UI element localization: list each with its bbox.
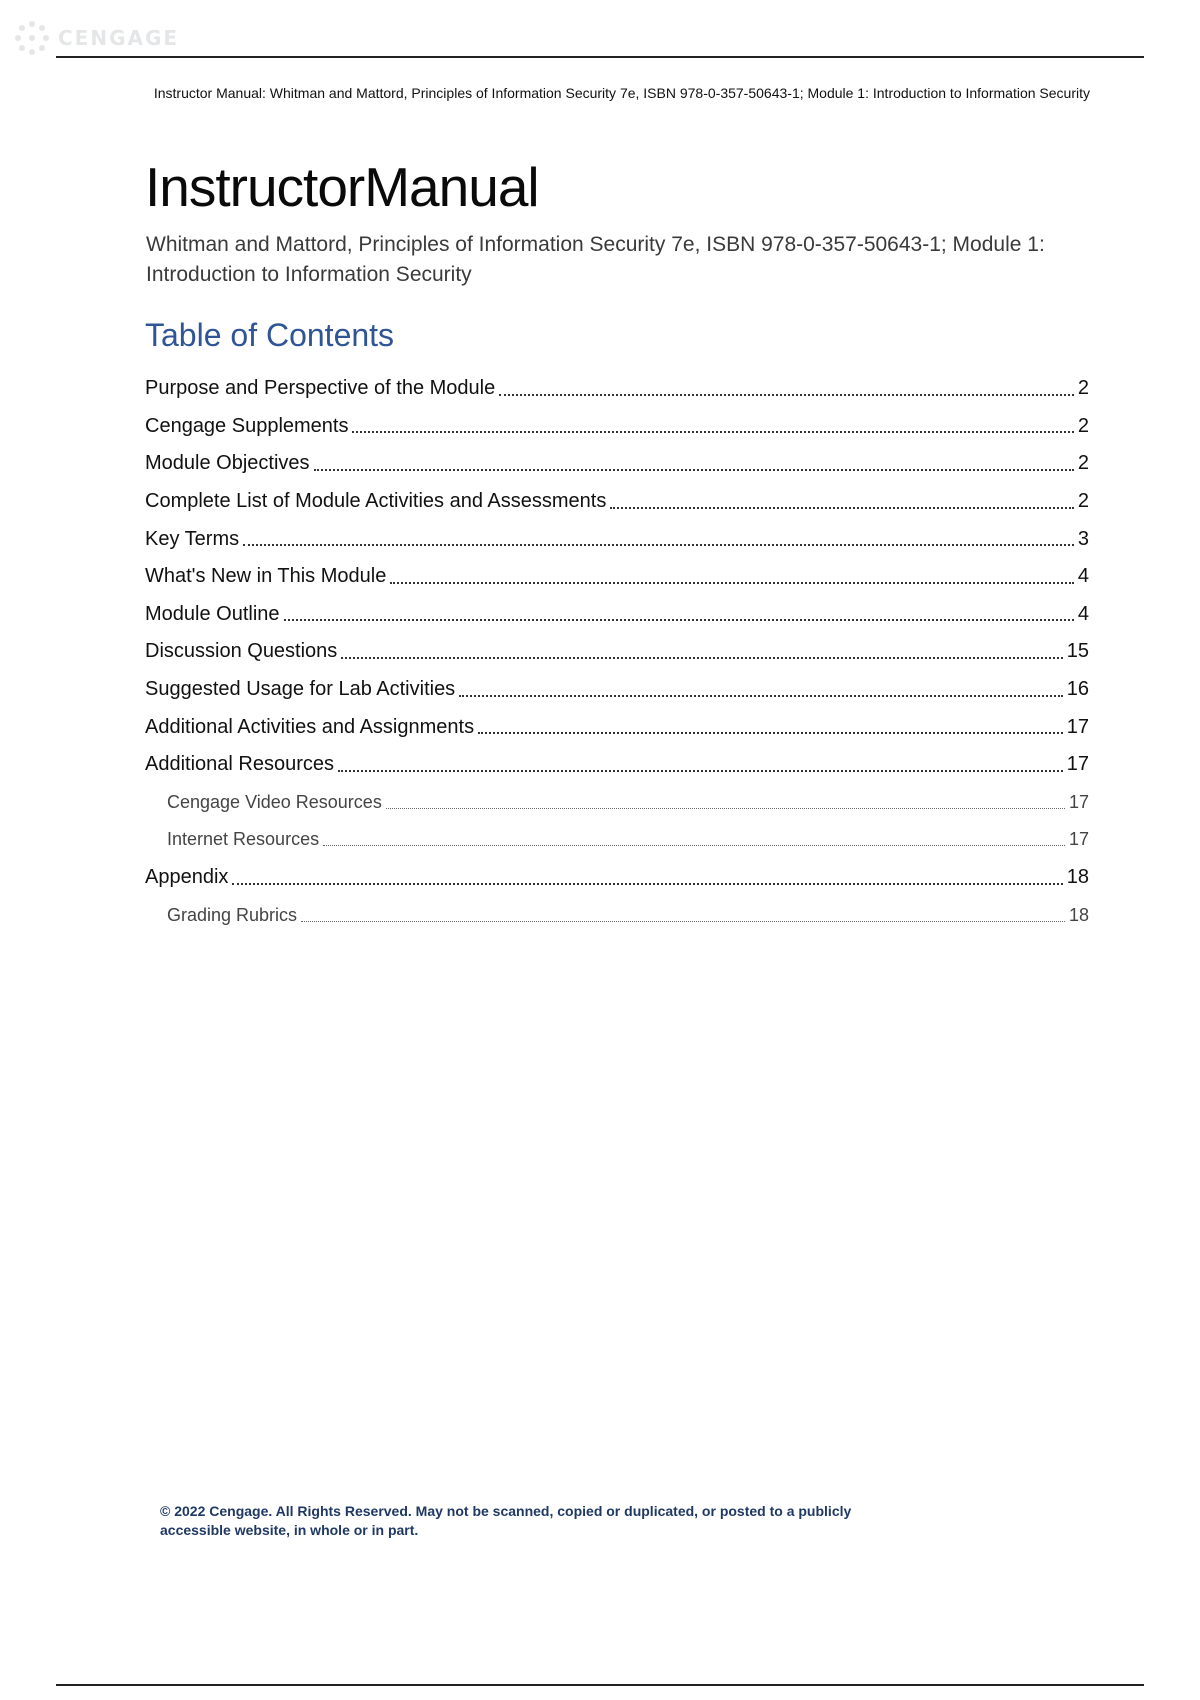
- toc-entry-page-number: 3: [1077, 527, 1089, 550]
- document-title: InstructorManual: [145, 156, 539, 218]
- toc-entry[interactable]: [145, 896, 1089, 934]
- toc-entry-page-number: 17: [1066, 715, 1089, 738]
- toc-dot-leader: [301, 921, 1065, 922]
- toc-dot-leader: [314, 469, 1074, 471]
- toc-heading: Table of Contents: [145, 317, 395, 353]
- toc-entry[interactable]: [145, 558, 1089, 596]
- toc-dot-leader: [243, 544, 1074, 546]
- toc-entry-label: Suggested Usage for Lab Activities: [145, 678, 456, 701]
- toc-entry[interactable]: [145, 859, 1089, 897]
- toc-dot-leader: [338, 770, 1063, 772]
- toc-dot-leader: [352, 431, 1073, 433]
- running-header: Instructor Manual: Whitman and Mattord, Principles of Information Security 7e, ISBN 978-0-357-50643-1; Module 1: Introduction to Information Security: [153, 85, 1090, 101]
- toc-entry[interactable]: [145, 483, 1089, 521]
- toc-entry[interactable]: [145, 370, 1089, 408]
- toc-dot-leader: [284, 619, 1074, 621]
- toc-entry[interactable]: [145, 671, 1089, 709]
- toc-entry-page-number: 18: [1066, 866, 1089, 889]
- logo-wordmark: CENGAGE: [58, 26, 180, 50]
- toc-entry-page-number: 2: [1077, 414, 1089, 437]
- toc-dot-leader: [390, 582, 1074, 584]
- toc-dot-leader: [386, 808, 1065, 809]
- toc-entry[interactable]: [145, 520, 1089, 558]
- toc-entry[interactable]: [145, 633, 1089, 671]
- toc-dot-leader: [499, 394, 1074, 396]
- toc-dot-leader: [341, 657, 1062, 659]
- toc-entry-label: Additional Resources: [145, 753, 334, 776]
- toc-entry-label: What's New in This Module: [145, 565, 387, 588]
- toc-entry-label: Key Terms: [145, 527, 240, 550]
- toc-entry-page-number: 2: [1077, 490, 1089, 513]
- toc-entry-page-number: 2: [1077, 452, 1089, 475]
- toc-entry-label: Grading Rubrics: [167, 904, 298, 925]
- toc-entry-label: Cengage Supplements: [145, 414, 349, 437]
- toc-entry-label: Cengage Video Resources: [167, 791, 382, 812]
- cengage-logo-icon: [12, 18, 52, 58]
- toc-entry-label: Appendix: [145, 866, 229, 889]
- toc-entry[interactable]: [145, 784, 1089, 822]
- toc-entry-page-number: 18: [1068, 904, 1089, 925]
- toc-entry-page-number: 16: [1066, 678, 1089, 701]
- toc-entry-label: Purpose and Perspective of the Module: [145, 377, 496, 400]
- toc-entry-page-number: 17: [1068, 829, 1089, 850]
- copyright-notice: © 2022 Cengage. All Rights Reserved. May not be scanned, copied or duplicated, or posted to a publicly accessible website, in whole or in part.: [160, 1503, 852, 1538]
- table-of-contents: [145, 370, 1089, 934]
- toc-entry-label: Discussion Questions: [145, 640, 338, 663]
- toc-entry-label: Complete List of Module Activities and Assessments: [145, 490, 607, 513]
- toc-entry-page-number: 17: [1066, 753, 1089, 776]
- toc-dot-leader: [232, 883, 1062, 885]
- document-subtitle: Whitman and Mattord, Principles of Information Security 7e, ISBN 978-0-357-50643-1; Module 1: Introduction to Information Security: [146, 233, 1045, 286]
- toc-entry-label: Internet Resources: [167, 829, 320, 850]
- toc-entry[interactable]: [145, 821, 1089, 859]
- toc-entry-page-number: 4: [1077, 565, 1089, 588]
- toc-dot-leader: [459, 695, 1063, 697]
- toc-entry-label: Additional Activities and Assignments: [145, 715, 475, 738]
- header-rule: [56, 56, 1144, 58]
- toc-entry-page-number: 17: [1068, 791, 1089, 812]
- toc-dot-leader: [478, 732, 1063, 734]
- toc-entry-label: Module Objectives: [145, 452, 310, 475]
- footer-rule: [56, 1684, 1144, 1686]
- toc-entry-page-number: 4: [1077, 602, 1089, 625]
- toc-dot-leader: [610, 507, 1074, 509]
- cengage-logo: [12, 18, 182, 58]
- toc-entry[interactable]: [145, 445, 1089, 483]
- toc-entry[interactable]: [145, 746, 1089, 784]
- toc-entry-label: Module Outline: [145, 602, 280, 625]
- toc-entry-page-number: 15: [1066, 640, 1089, 663]
- toc-entry[interactable]: [145, 408, 1089, 446]
- toc-entry[interactable]: [145, 596, 1089, 634]
- toc-entry[interactable]: [145, 708, 1089, 746]
- toc-dot-leader: [323, 845, 1065, 846]
- toc-entry-page-number: 2: [1077, 377, 1089, 400]
